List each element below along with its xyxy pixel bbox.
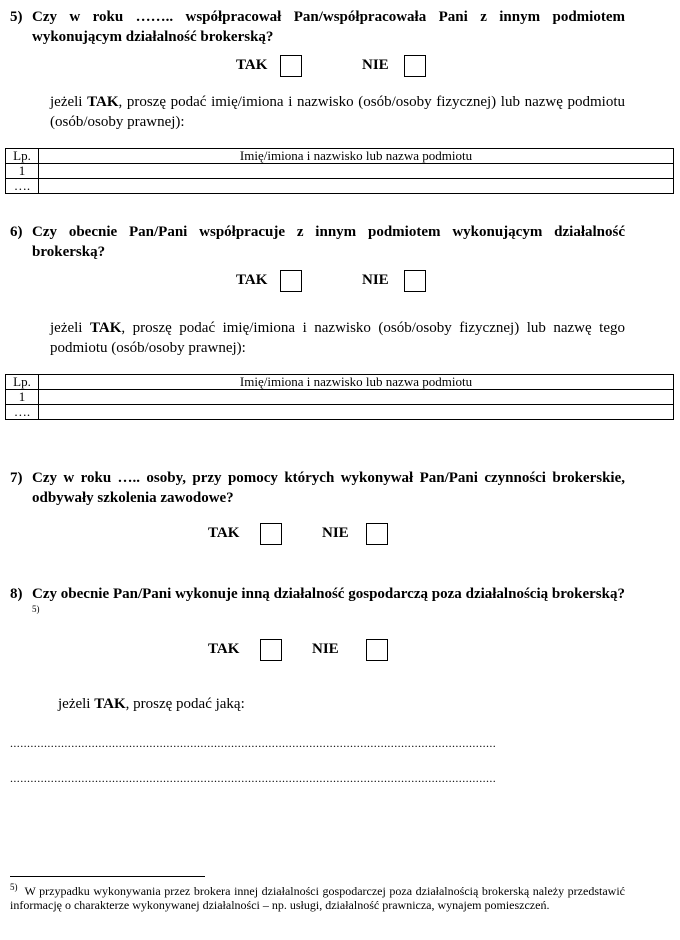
question-text: Czy w roku …….. współpracował Pan/współpracowała Pani z innym podmiotem wykonującym działalność brokerską? <box>32 9 625 45</box>
table-row <box>6 390 674 405</box>
if-yes-instruction-q6: jeżeli TAK, proszę podać imię/imiona i nazwisko (osób/osoby fizycznej) lub nazwę tego podmiotu (osób/osoby prawnej): <box>50 320 625 356</box>
no-checkbox[interactable] <box>366 639 388 661</box>
question-text: Czy obecnie Pan/Pani wykonuje inną działalność gospodarczą poza działalnością brokerską?$^{5)}$ <box>32 586 625 614</box>
no-label: NIE <box>362 57 389 73</box>
name-cell[interactable] <box>39 405 674 420</box>
no-checkbox[interactable] <box>366 523 388 545</box>
yes-checkbox[interactable] <box>280 270 302 292</box>
if-yes-instruction-q8: jeżeli TAK, proszę podać jaką: <box>58 696 245 712</box>
footnote-text: W przypadku wykonywania przez brokera innej działalności gospodarczej poza działalnością brokerską należy przedstawić informację o charakterze wykonywanej działalności – np. usługi, działalność prawnicza, wynajem pomieszczeń. <box>10 884 625 912</box>
row-number: 1 <box>6 390 39 405</box>
question-number: 6) <box>10 224 23 240</box>
yes-label: TAK <box>208 525 240 541</box>
question-text: Czy w roku ….. osoby, przy pomocy których wykonywał Pan/Pani czynności brokerskie, odbywały szkolenia zawodowe? <box>32 470 625 506</box>
yes-checkbox[interactable] <box>260 639 282 661</box>
question-text: Czy obecnie Pan/Pani współpracuje z innym podmiotem wykonującym działalność brokerską? <box>32 224 625 260</box>
footnote <box>10 884 625 912</box>
name-cell[interactable] <box>39 179 674 194</box>
footnote-divider <box>10 876 205 877</box>
col-name-header: Imię/imiona i nazwisko lub nazwa podmiotu <box>39 375 674 390</box>
answer-dotted-line[interactable]: ............................................................................................................................................... <box>10 771 497 785</box>
question-7 <box>10 468 625 508</box>
question-6 <box>10 222 625 262</box>
row-number: …. <box>6 405 39 420</box>
question-5 <box>10 7 625 47</box>
col-lp-header: Lp. <box>6 375 39 390</box>
no-checkbox[interactable] <box>404 270 426 292</box>
row-number: …. <box>6 179 39 194</box>
no-label: NIE <box>362 272 389 288</box>
names-table-q6 <box>5 374 674 420</box>
no-label: NIE <box>312 641 339 657</box>
yes-label: TAK <box>236 57 268 73</box>
name-cell[interactable] <box>39 164 674 179</box>
question-number: 8) <box>10 586 23 602</box>
table-row <box>6 179 674 194</box>
table-row <box>6 164 674 179</box>
yes-label: TAK <box>208 641 240 657</box>
table-row <box>6 405 674 420</box>
no-checkbox[interactable] <box>404 55 426 77</box>
table-header-row <box>6 149 674 164</box>
footnote-ref: 5) <box>32 604 40 614</box>
answer-dotted-line[interactable]: ............................................................................................................................................... <box>10 736 497 750</box>
if-yes-instruction-q5: jeżeli TAK, proszę podać imię/imiona i nazwisko (osób/osoby fizycznej) lub nazwę podmiotu (osób/osoby prawnej): <box>50 94 625 130</box>
yes-checkbox[interactable] <box>260 523 282 545</box>
question-number: 7) <box>10 470 23 486</box>
question-8 <box>10 584 625 624</box>
row-number: 1 <box>6 164 39 179</box>
name-cell[interactable] <box>39 390 674 405</box>
col-lp-header: Lp. <box>6 149 39 164</box>
no-label: NIE <box>322 525 349 541</box>
footnote-mark: 5) <box>10 882 18 892</box>
yes-label: TAK <box>236 272 268 288</box>
col-name-header: Imię/imiona i nazwisko lub nazwa podmiotu <box>39 149 674 164</box>
names-table-q5 <box>5 148 674 194</box>
table-header-row <box>6 375 674 390</box>
question-number: 5) <box>10 9 23 25</box>
yes-checkbox[interactable] <box>280 55 302 77</box>
